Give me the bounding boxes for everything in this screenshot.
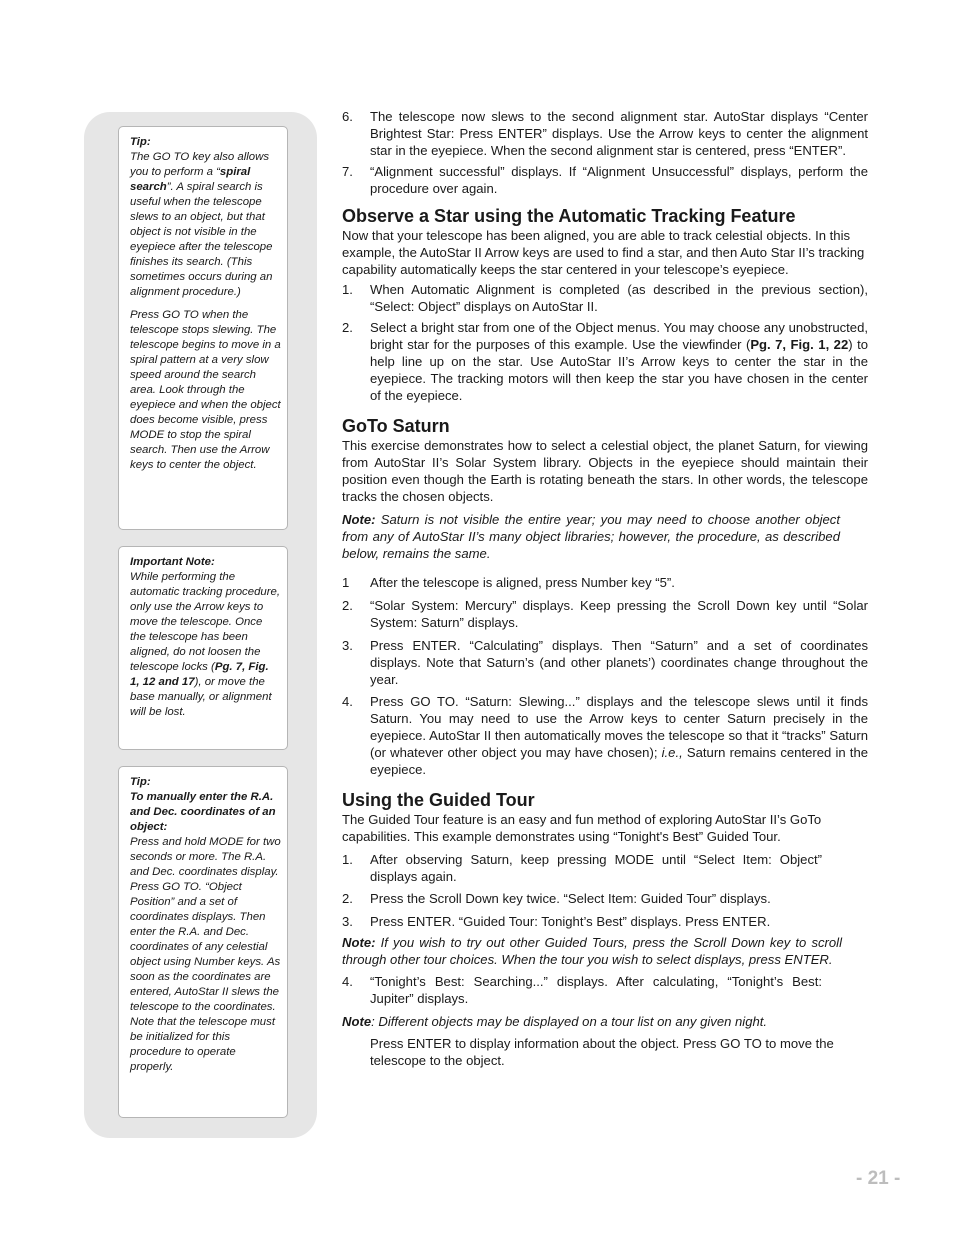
tip-box-spiral-search — [118, 126, 288, 530]
section-heading: Using the Guided Tour — [342, 790, 535, 810]
section-heading: Observe a Star using the Automatic Tracking Feature — [342, 206, 796, 226]
list-item: 4. Press GO TO. “Saturn: Slewing...” displays and the telescope slews until it finds Saturn. You may need to use the Arrow keys to center Saturn precisely in the eyepiece. AutoStar II then automatically moves the telescope so that it “tracks” Saturn (or whatever other object you may have chosen); i.e., Saturn remains centered in the eyepiece. — [342, 694, 869, 777]
list-item: 3. Press ENTER. “Guided Tour: Tonight’s Best” displays. Press ENTER. — [342, 914, 771, 929]
section-intro: Now that your telescope has been aligned, you are able to track celestial objects. In this example, the AutoStar II Arrow keys are used to find a star, and then Auto Star II’s tracking capability automatically keeps the star centered in your telescope’s eyepiece. — [342, 228, 865, 277]
main-content — [342, 108, 868, 1069]
note-paragraph: Note: Different objects may be displayed on a tour list on any given night. — [342, 1014, 768, 1029]
list-item: 1 After the telescope is aligned, press Number key “5”. — [342, 575, 675, 590]
list-item: 2. Select a bright star from one of the Object menus. You may choose any unobstructed, bright star for the purposes of this example. Use the viewfinder (Pg. 7, Fig. 1, 22) to help line up on the star. Use AutoStar II’s Arrow keys to center the star in the eyepiece. The tracking motors will then keep the star you have chosen in the center of the eyepiece. — [342, 320, 868, 403]
list-item: 2. Press the Scroll Down key twice. “Select Item: Guided Tour” displays. — [342, 891, 771, 906]
tip-paragraph: Press and hold MODE for two seconds or more. The R.A. and Dec. coordinates display. Press GO TO. “Object Position” and a set of coordinates displays. Then enter the R.A. and Dec. coordinates of any celestial object using Number keys. As soon as the coordinates are entered, AutoStar II slews the telescope to the coordinates. Note that the telescope must be initialized for this procedure to operate properly. — [130, 836, 281, 1073]
tip-title: Tip: — [130, 136, 151, 148]
list-item: 3. Press ENTER. “Calculating” displays. Then “Saturn” and a set of coordinates displays. Note that Saturn’s (and other planets’) coordinates change throughout the year. — [342, 638, 868, 687]
note-paragraph: While performing the automatic tracking procedure, only use the Arrow keys to move the telescope. Once the telescope has been aligned, do not loosen the telescope locks (Pg. 7, Fig. 1, 12 and 17), or move the base manually, or alignment will be lost. — [130, 571, 281, 718]
tip-box-manual-coordinates — [118, 766, 288, 1118]
page-number: - 21 - — [856, 1168, 901, 1189]
list-item: 4. “Tonight’s Best: Searching...” displays. After calculating, “Tonight’s Best: Jupiter” displays. — [342, 974, 822, 1006]
tip-paragraph: Press GO TO when the telescope stops slewing. The telescope begins to move in a spiral pattern at a very slow speed around the search area. Look through the eyepiece and when the object does become visible, press MODE to stop the spiral search. Then use the Arrow keys to center the object. — [130, 309, 281, 471]
tip-heading: To manually enter the R.A. and Dec. coordinates of an object: — [130, 791, 276, 833]
tip-paragraph: The GO TO key also allows you to perform a “spiral search”. A spiral search is useful when the telescope slews to an object, but that object is not visible in the eyepiece after the telescope finishes its search. (This sometimes occurs during an alignment procedure.) — [130, 151, 273, 298]
note-paragraph: Note: If you wish to try out other Guided Tours, press the Scroll Down key to scroll through other tour choices. When the tour you wish to select displays, press ENTER. — [342, 935, 842, 967]
section-heading: GoTo Saturn — [342, 416, 450, 436]
closing-paragraph: Press ENTER to display information about the object. Press GO TO to move the telescope to the object. — [370, 1036, 834, 1068]
list-item: 7. “Alignment successful” displays. If “Alignment Unsuccessful” displays, perform the procedure over again. — [342, 164, 868, 196]
list-item: 1. When Automatic Alignment is completed (as described in the previous section), “Select: Object” displays on AutoStar II. — [342, 282, 868, 314]
list-item: 6. The telescope now slews to the second alignment star. AutoStar displays “Center Brightest Star: Press ENTER” displays. Use the Arrow keys to center the alignment star in the eyepiece. When the second alignment star is centered, press “ENTER”. — [342, 109, 868, 158]
list-item: 2. “Solar System: Mercury” displays. Keep pressing the Scroll Down key until “Solar System: Saturn” displays. — [342, 598, 868, 630]
note-paragraph: Note: Saturn is not visible the entire year; you may need to choose another object from any of AutoStar II’s many object libraries; however, the procedure, as described below, remains the same. — [342, 512, 840, 561]
section-intro: This exercise demonstrates how to select a celestial object, the planet Saturn, for viewing from AutoStar II’s Solar System library. Objects in the eyepiece should maintain their position even though the Earth is rotating beneath the stars. In other words, the telescope tracks the chosen objects. — [342, 438, 868, 504]
note-title: Important Note: — [130, 556, 215, 568]
tip-title: Tip: — [130, 776, 151, 788]
important-note-box — [118, 546, 288, 750]
section-intro: The Guided Tour feature is an easy and fun method of exploring AutoStar II’s GoTo capabilities. This example demonstrates using “Tonight's Best” Guided Tour. — [342, 812, 822, 844]
list-item: 1. After observing Saturn, keep pressing MODE until “Select Item: Object” displays again. — [342, 852, 822, 884]
